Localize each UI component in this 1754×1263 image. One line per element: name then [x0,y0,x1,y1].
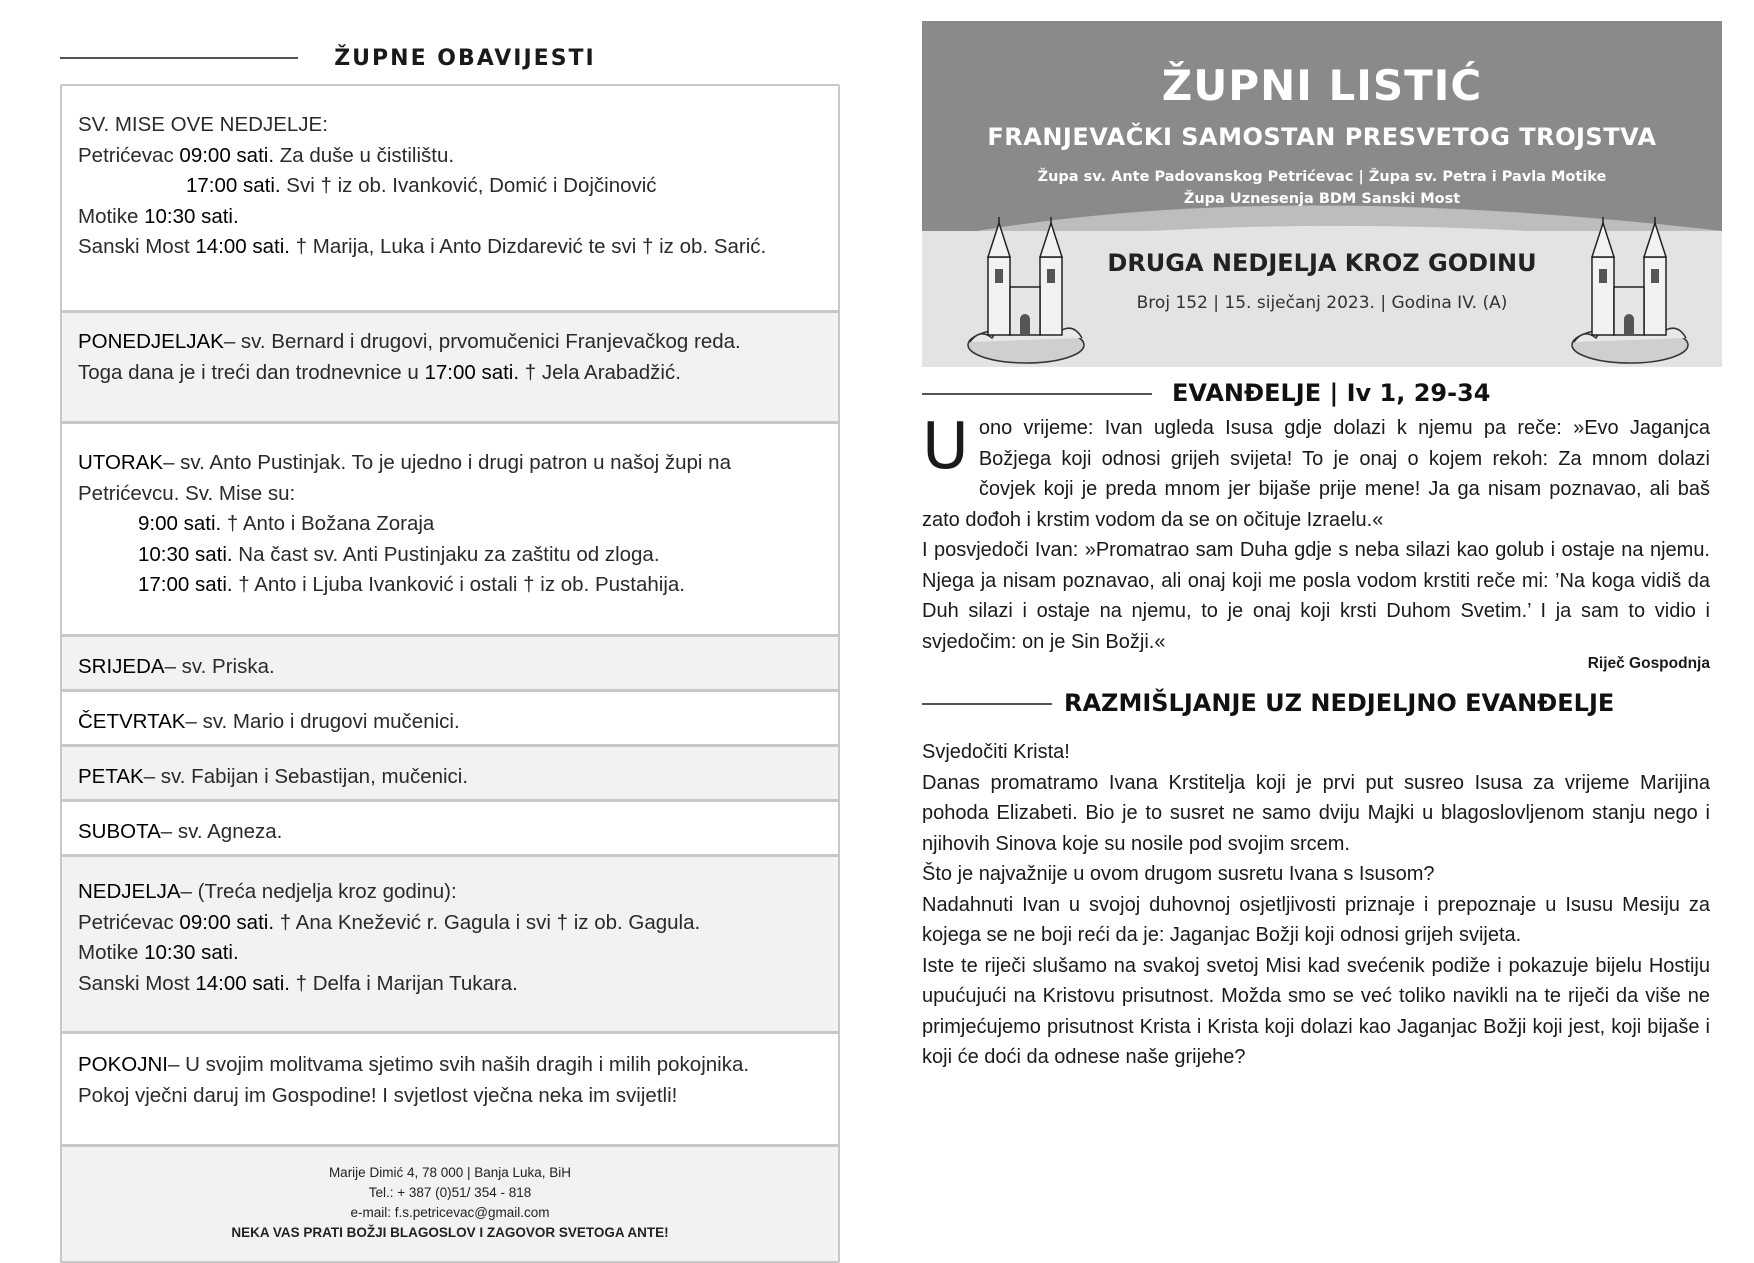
mass-place: Sanski Most [78,235,190,258]
masthead-banner [922,21,1722,367]
gospel-signature: Riječ Gospodnja [1587,655,1710,672]
parish-line: Župa Uznesenja BDM Sanski Most [1183,191,1461,207]
reflection-paragraph: Što je najvažnije u ovom drugom susretu Ivana s Isusom? [922,863,1435,885]
mass-heading: SV. MISE OVE NEDJELJE: [78,113,328,136]
header-rule [922,703,1052,705]
day-text: – sv. Anto Pustinjak. To je ujedno i drugi patron u našoj župi na [163,451,731,474]
notices-title: ŽUPNE OBAVIJESTI [334,45,596,71]
mass-time: 09:00 sati. [179,910,275,934]
mass-time: 10:30 sati. [138,542,233,566]
day-text: – U svojim molitvama sjetimo svih naših dragih i milih pokojnika. [168,1053,750,1076]
mass-time: 14:00 sati. [195,235,290,258]
notice-saturday [62,802,838,857]
notices-header [60,40,840,76]
mass-intention: † Marija, Luka i Anto Dizdarević te svi † iz ob. Sarić. [295,235,767,258]
mass-time: 09:00 sati. [179,143,275,167]
footer-email: e-mail: f.s.petricevac@gmail.com [350,1205,550,1220]
notice-wednesday [62,637,838,692]
mass-place: Motike [78,204,139,228]
day-label: NEDJELJA [78,880,181,903]
notices-box [60,84,840,1263]
day-label: UTORAK [78,451,164,474]
mass-intention: † Anto i Ljuba Ivanković i ostali † iz ob. Pustahija. [238,573,686,596]
reflection-paragraph: Danas promatramo Ivana Krstitelja koji je prvi put susreo Isusa za vrijeme Marijina pohoda Elizabeti. Bio je to susret ne samo dviju Majki u blagoslovljenom stanju nego i njihovih Sinova koje su nosile pod svojim srcem. [922,771,1710,855]
mass-intention: † Jela Arabadžić. [524,360,681,384]
day-text: Petrićevcu. Sv. Mise su: [78,481,296,505]
mass-place: Petrićevac [78,143,174,167]
mass-intention: Za duše u čistilištu. [279,143,455,167]
day-label: PETAK [78,765,144,788]
day-label: PONEDJELJAK [78,330,224,353]
notice-thursday [62,692,838,747]
monastery-name: FRANJEVAČKI SAMOSTAN PRESVETOG TROJSTVA [987,123,1657,151]
gospel-header [922,377,1722,413]
reflection-header [922,687,1722,723]
mass-time: 9:00 sati. [138,512,222,535]
footer-blessing: NEKA VAS PRATI BOŽJI BLAGOSLOV I ZAGOVOR SVETOGA ANTE! [231,1225,669,1240]
day-text: – (Treća nedjelja kroz godinu): [180,880,457,903]
day-label: ČETVRTAK [78,710,186,733]
day-text: – sv. Agneza. [160,820,283,843]
day-label: POKOJNI [78,1053,168,1076]
day-text: – sv. Priska. [164,655,275,678]
gospel-paragraph: ono vrijeme: Ivan ugleda Isusa gdje dolazi k njemu pa reče: »Evo Jaganjca Božjega koji odnosi grijeh svijeta! To je onaj o kojem rekoh: Za mnom dolazi čovjek koji je preda mnom jer bijaše prije mene! Ja ga nisam poznavao, ali baš zato dođoh i krstim vodom da se on očituje Izraelu.« [922,417,1710,531]
notice-sunday-masses [62,86,838,313]
header-rule [922,393,1152,395]
reflection-heading: RAZMIŠLJANJE UZ NEDJELJNO EVANĐELJE [1064,689,1615,717]
day-text: Toga dana je i treći dan trodnevnice u [78,360,419,384]
issue-info: Broj 152 | 15. siječanj 2023. | Godina IV. (A) [1136,293,1508,313]
mass-intention: † Anto i Božana Zoraja [226,512,435,535]
bulletin-title: ŽUPNI LISTIĆ [1161,61,1483,110]
notice-sunday-next [62,857,838,1034]
day-text: – sv. Mario i drugovi mučenici. [185,710,460,733]
contact-footer [62,1147,838,1261]
mass-time: 10:30 sati. [144,204,239,228]
mass-time: 14:00 sati. [195,971,290,995]
mass-place: Sanski Most [78,971,190,995]
notice-tuesday [62,424,838,637]
day-label: SUBOTA [78,820,161,843]
day-text: – sv. Fabijan i Sebastijan, mučenici. [143,765,469,788]
mass-place: Motike [78,941,139,964]
gospel-text [922,410,1722,657]
mass-intention: Na čast sv. Anti Pustinjaku za zaštitu od zloga. [238,542,660,566]
gospel-paragraph: I posvjedoči Ivan: »Promatrao sam Duha gdje s neba silazi kao golub i ostaje na njemu. Njega ja nisam poznavao, ali onaj koji me posla vodom krstiti reče mi: ’Na koga vidiš da Duh silazi i ostaje na njemu, to je onaj koji krsti Duhom Svetim.’ I ja sam to vidio i svjedočim: on je Sin Božji.« [922,539,1710,653]
bulletin-main [922,21,1722,1073]
mass-intention: † Delfa i Marijan Tukara. [295,971,518,995]
parish-notices [60,40,840,1263]
parish-list [922,166,1722,210]
mass-time: 17:00 sati. [186,174,281,197]
day-label: SRIJEDA [78,655,165,678]
sunday-title: DRUGA NEDJELJA KROZ GODINU [1107,249,1537,277]
mass-intention: † Ana Knežević r. Gagula i svi † iz ob. Gagula. [279,910,701,934]
footer-phone: Tel.: + 387 (0)51/ 354 - 818 [368,1185,532,1200]
mass-intention: Svi † iz ob. Ivanković, Domić i Dojčinović [286,174,657,197]
notice-friday [62,747,838,802]
notice-deceased [62,1034,838,1147]
gospel-heading: EVANĐELJE | Iv 1, 29-34 [1172,379,1491,407]
mass-time: 17:00 sati. [138,573,233,596]
reflection-text [922,737,1722,1073]
church-icon [1570,217,1690,367]
reflection-paragraph: Svjedočiti Krista! [922,741,1070,763]
reflection-paragraph: Nadahnuti Ivan u svojoj duhovnoj osjetljivosti priznaje i prepoznaje u Isusu Mesiju za kojega se ne boji reći da je: Jaganjac Božji koji odnosi grijeh svijeta. [922,893,1710,946]
notice-monday [62,313,838,424]
reflection-paragraph: Iste te riječi slušamo na svakoj svetoj Misi kad svećenik podiže i pokazuje bijelu Hostiju upućujući na Kristovu prisutnost. Možda smo se već toliko navikli na te riječi da više ne primjećujemo prisutnost Krista i Krista koji dolazi kao Jaganjac Božji koji jest, koji bijaše i koji će doći da odnese naše grijehe? [922,954,1710,1068]
mass-time: 17:00 sati. [424,360,520,384]
header-rule [60,57,298,59]
church-icon [966,217,1086,367]
drop-cap: U [922,410,969,484]
mass-time: 10:30 sati. [144,941,239,964]
parish-line: Župa sv. Ante Padovanskog Petrićevac | Župa sv. Petra i Pavla Motike [1037,169,1607,185]
mass-place: Petrićevac [78,910,174,934]
footer-address: Marije Dimić 4, 78 000 | Banja Luka, BiH [328,1165,572,1180]
day-text: Pokoj vječni daruj im Gospodine! I svjetlost vječna neka im svijetli! [78,1083,678,1107]
day-text: – sv. Bernard i drugovi, prvomučenici Franjevačkog reda. [223,330,741,353]
